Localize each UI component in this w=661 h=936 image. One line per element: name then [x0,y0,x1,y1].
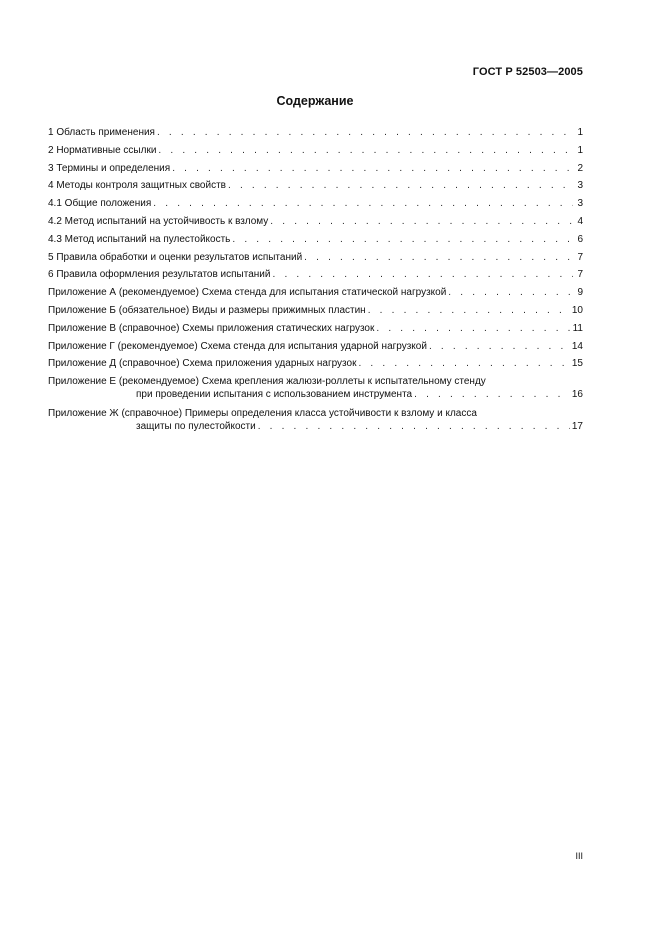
toc-dot-leader [304,251,573,264]
toc-dot-leader [258,420,570,433]
toc-entry-page: 7 [577,251,583,263]
toc-entry[interactable] [48,322,583,340]
toc-entry-label: 3 Термины и определения [48,162,171,174]
toc-dot-leader [228,179,573,192]
toc-entry-page: 6 [577,233,583,245]
toc-entry-label: 6 Правила оформления результатов испытаний [48,269,271,281]
toc-entry-label-continuation: защиты по пулестойкости [136,421,256,433]
toc-entry-page: 2 [577,162,583,174]
toc-entry-page: 7 [577,269,583,281]
toc-entry-label: 1 Область применения [48,127,155,138]
toc-entry-page: 10 [571,304,583,316]
toc-dot-leader [368,304,570,317]
toc-entry[interactable] [48,179,583,197]
toc-entry-label: 5 Правила обработки и оценки результатов испытаний [48,251,303,263]
toc-entry-label: Приложение Г (рекомендуемое) Схема стенда для испытания ударной нагрузкой [48,340,427,352]
toc-entry-page: 1 [577,127,583,138]
toc-entry-label: Приложение В (справочное) Схемы приложения статических нагрузок [48,322,375,334]
toc-dot-leader [157,126,573,139]
toc-entry[interactable] [48,340,583,358]
toc-dot-leader [158,144,573,157]
toc-entry-label: 4.2 Метод испытаний на устойчивость к взлому [48,215,269,227]
toc-entry-page: 1 [577,144,583,156]
toc-entry-label: 4 Методы контроля защитных свойств [48,180,226,192]
toc-entry[interactable] [48,126,583,144]
toc-entry-page: 16 [571,389,583,401]
toc-entry[interactable] [48,304,583,322]
toc-entry-label: 4.3 Метод испытаний на пулестойкость [48,233,231,245]
toc-dot-leader [270,215,573,228]
table-of-contents [48,126,583,439]
toc-entry-label: Приложение Е (рекомендуемое) Схема крепления жалюзи-роллеты к испытательному стенду [48,376,486,388]
toc-entry[interactable] [48,375,583,407]
toc-dot-leader [272,268,573,281]
toc-dot-leader [153,197,573,210]
toc-dot-leader [358,357,569,370]
toc-entry-page: 9 [577,287,583,299]
toc-entry-page: 4 [577,215,583,227]
toc-entry[interactable] [48,197,583,215]
toc-entry[interactable] [48,233,583,251]
toc-dot-leader [448,286,573,299]
toc-entry-page: 3 [577,198,583,210]
toc-entry-page: 3 [577,180,583,192]
toc-entry[interactable] [48,268,583,286]
toc-entry-page: 11 [572,322,583,334]
toc-entry[interactable] [48,286,583,304]
page-number: III [575,851,583,861]
toc-entry[interactable] [48,407,583,439]
toc-entry[interactable] [48,357,583,375]
toc-dot-leader [414,388,570,401]
toc-entry[interactable] [48,251,583,269]
toc-dot-leader [376,322,570,335]
toc-entry-label: Приложение Д (справочное) Схема приложения ударных нагрузок [48,358,357,370]
toc-entry-page: 17 [571,421,583,433]
toc-dot-leader [429,340,570,353]
toc-entry-label: Приложение Ж (справочное) Примеры определения класса устойчивости к взлому и класса [48,408,477,420]
toc-dot-leader [172,162,573,175]
toc-entry-label: Приложение Б (обязательное) Виды и размеры прижимных пластин [48,304,366,316]
toc-entry[interactable] [48,144,583,162]
toc-entry-label: Приложение А (рекомендуемое) Схема стенда для испытания статической нагрузкой [48,287,447,299]
toc-dot-leader [232,233,573,246]
toc-entry-label-continuation: при проведении испытания с использованием инструмента [136,389,413,401]
toc-title: Содержание [276,94,354,108]
toc-entry-page: 14 [571,340,583,352]
toc-entry-label: 4.1 Общие положения [48,198,152,210]
toc-entry-page: 15 [571,358,583,370]
toc-entry-label: 2 Нормативные ссылки [48,144,157,156]
toc-entry[interactable] [48,162,583,180]
toc-entry[interactable] [48,215,583,233]
document-code: ГОСТ Р 52503—2005 [472,66,583,78]
